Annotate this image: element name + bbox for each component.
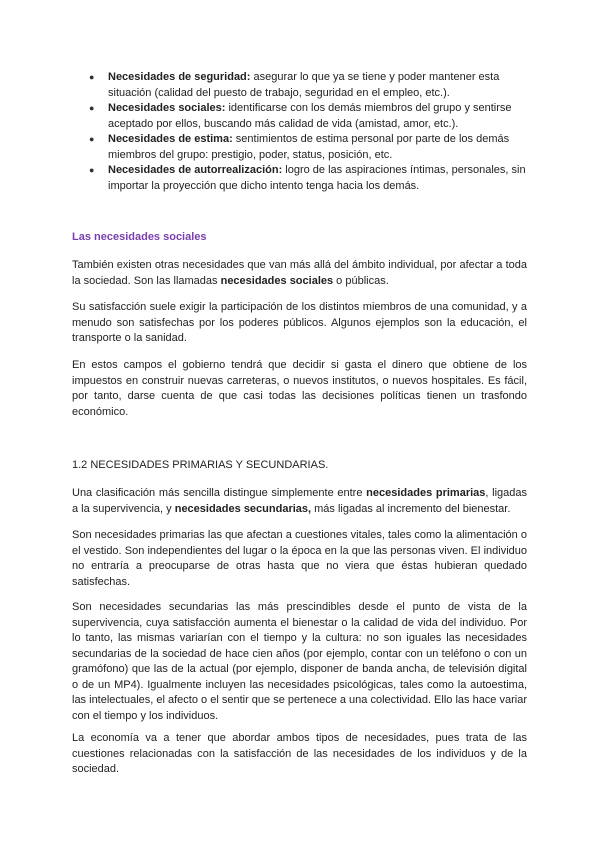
paragraph-government: En estos campos el gobierno tendrá que decidir si gasta el dinero que obtiene de los impuestos en construir nuevas carreteras, o nuevos institutos, o nuevos hospitales. Es fácil, por tanto, darse cuenta de que casi todas las decisiones políticas tienen un trasfondo económico. — [72, 359, 527, 418]
paragraph-secondary-needs: Son necesidades secundarias las más prescindibles desde el punto de vista de la supervivencia, cuya satisfacción aumenta el bienestar o la calidad de vida del individuo. Por lo tanto, las mismas variarían con el tiempo y la cultura: no son iguales las necesidades secundarias de la sociedad de hace cien años (por ejemplo, contar con un teléfono o con un gramófono) que las de la actual (por ejemplo, disponer de banda ancha, de televisión digital o de un MP4). Igualmente incluyen las necesidades psicológicas, tales como la autoestima, las intelectuales, el afecto o el sentir que se pertenece a una colectividad. Ello las hace variar con el tiempo y los individuos. — [72, 601, 527, 722]
paragraph-text: o públicas. — [333, 274, 389, 287]
list-item-term: Necesidades de seguridad: — [108, 71, 251, 83]
list-item — [86, 70, 526, 101]
section-heading-social-needs: Las necesidades sociales — [72, 231, 207, 243]
list-item-term: Necesidades de autorrealización: — [108, 164, 283, 176]
paragraph-primary-needs: Son necesidades primarias las que afectan a cuestiones vitales, tales como la alimentación o el vestido. Son independientes del lugar o la época en la que las personas viven. El individuo no entraría a preocuparse de otras hasta que no viera que éstas hubieran quedado satisfechas. — [72, 529, 527, 588]
list-item — [86, 132, 526, 163]
paragraph-bold-term: necesidades sociales — [220, 274, 334, 287]
list-item — [86, 101, 526, 132]
bullet-icon: ● — [89, 103, 95, 113]
paragraph-bold-term: necesidades primarias — [366, 487, 486, 499]
needs-bullet-list — [86, 70, 526, 194]
list-item-text: identificarse con los demás miembros del grupo y sentirse aceptado por ellos, buscando más calidad de vida (amistad, amor, etc.). — [108, 102, 512, 130]
bullet-icon: ● — [89, 165, 95, 175]
bullet-icon: ● — [89, 72, 95, 82]
list-item-text: sentimientos de estima personal por parte de los demás miembros del grupo: prestigio, poder, status, posición, etc. — [108, 133, 510, 161]
list-item-text: logro de las aspiraciones íntimas, personales, sin importar la proyección que dicho intento tenga hacia los demás. — [108, 164, 526, 192]
paragraph-bold-term: necesidades secundarias, — [174, 502, 312, 515]
paragraph-text: Una clasificación más sencilla distingue simplemente entre — [72, 487, 367, 499]
list-item-text: asegurar lo que ya se tiene y poder mantener esta situación (calidad del puesto de trabajo, seguridad en el empleo, etc.). — [108, 71, 500, 99]
paragraph-classification — [72, 486, 527, 517]
bullet-icon: ● — [89, 134, 95, 144]
list-item-term: Necesidades sociales: — [108, 102, 226, 114]
paragraph-text: más ligadas al incremento del bienestar. — [311, 502, 511, 515]
paragraph-satisfaction: Su satisfacción suele exigir la participación de los distintos miembros de una comunidad, y a menudo son satisfechas por los poderes públicos. Algunos ejemplos son la educación, el transporte o la sanidad. — [72, 301, 527, 344]
list-item-term: Necesidades de estima: — [108, 133, 233, 145]
paragraph-text: , ligadas a la supervivencia, y — [72, 487, 527, 515]
paragraph-text: También existen otras necesidades que van más allá del ámbito individual, por afectar a toda la sociedad. Son las llamadas — [72, 259, 527, 287]
paragraph-social-needs-intro — [72, 258, 527, 289]
list-item — [86, 163, 526, 194]
paragraph-economy: La economía va a tener que abordar ambos tipos de necesidades, pues trata de las cuestiones relacionadas con la satisfacción de las necesidades de los individuos y de la sociedad. — [72, 732, 527, 775]
section-heading-primary-secondary: 1.2 NECESIDADES PRIMARIAS Y SECUNDARIAS. — [72, 459, 329, 471]
